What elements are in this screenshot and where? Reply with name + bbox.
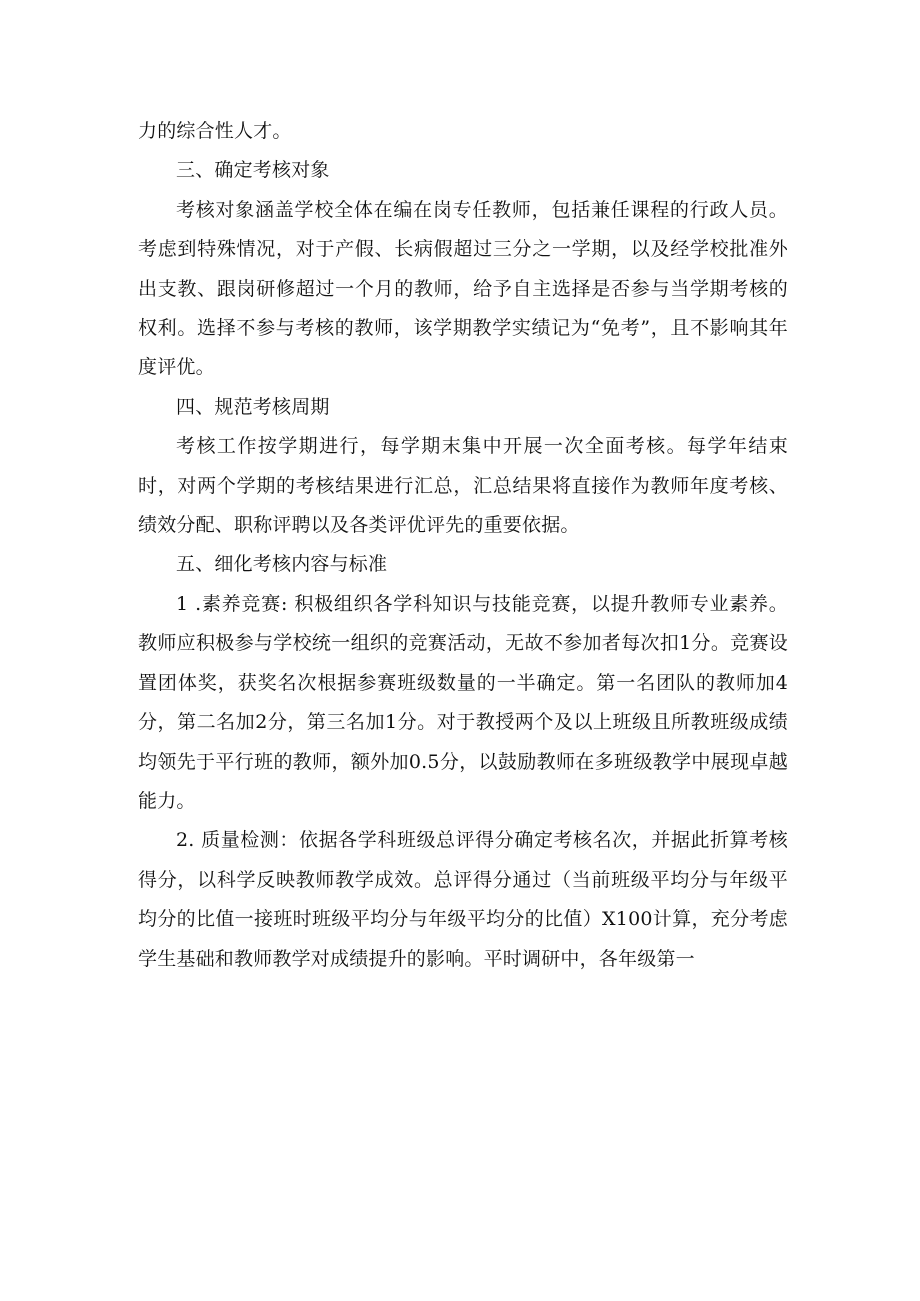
- section-heading-4: 四、规范考核周期: [176, 395, 330, 418]
- document-body: [138, 112, 788, 979]
- paragraph-assessment-cycle: 考核工作按学期进行，每学期末集中开展一次全面考核。每学年结束时，对两个学期的考核结果进行汇总，汇总结果将直接作为教师年度考核、绩效分配、职称评聘以及各类评优评先的重要依据。: [138, 435, 788, 537]
- section-heading-5: 五、细化考核内容与标准: [176, 553, 388, 576]
- paragraph-quality-test: 2. 质量检测：依据各学科班级总评得分确定考核名次，并据此折算考核得分，以科学反映教师教学成效。总评得分通过（当前班级平均分与年级平均分的比值一接班时班级平均分与年级平均分的比值）X100计算，充分考虑学生基础和教师教学对成绩提升的影响。平时调研中，各年级第一: [138, 829, 788, 970]
- paragraph-competition: 1 .素养竞赛: 积极组织各学科知识与技能竞赛，以提升教师专业素养。教师应积极参与学校统一组织的竞赛活动，无故不参加者每次扣1分。竞赛设置团体奖，获奖名次根据参赛班级数量的一半确定。第一名团队的教师加4分，第二名加2分，第三名加1分。对于教授两个及以上班级且所教班级成绩均领先于平行班的教师，额外加0.5分，以鼓励教师在多班级教学中展现卓越能力。: [138, 592, 788, 812]
- paragraph-continuation: 力的综合性人才。: [138, 120, 292, 142]
- paragraph-assessment-targets: 考核对象涵盖学校全体在编在岗专任教师，包括兼任课程的行政人员。考虑到特殊情况，对于产假、长病假超过三分之一学期，以及经学校批准外出支教、跟岗研修超过一个月的教师，给予自主选择是否参与当学期考核的权利。选择不参与考核的教师，该学期教学实绩记为“免考”，且不影响其年度评优。: [138, 198, 788, 379]
- section-heading-3: 三、确定考核对象: [176, 159, 330, 182]
